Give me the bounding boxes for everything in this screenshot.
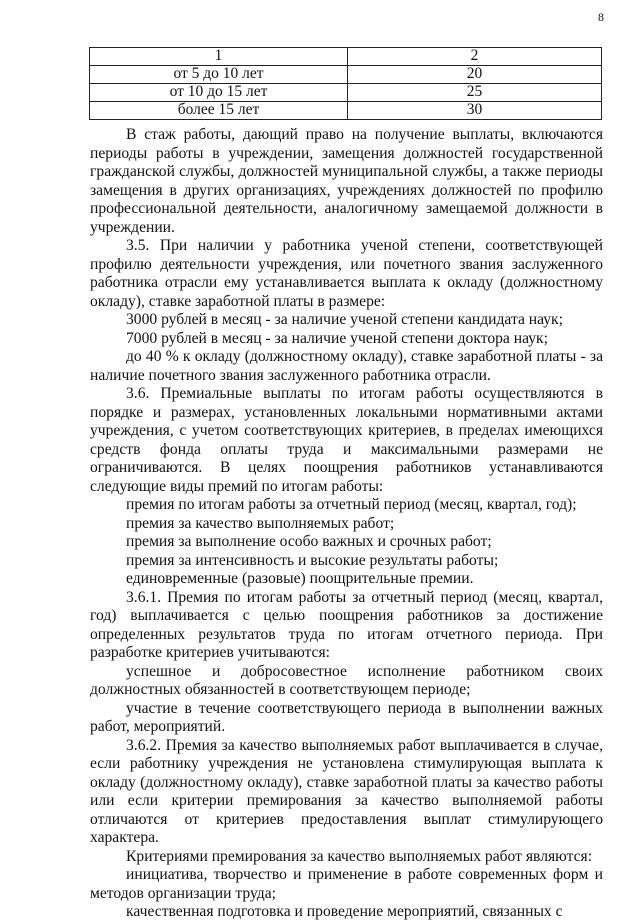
paragraph: качественная подготовка и проведение мероприятий, связанных с [126,903,563,920]
table-header-cell: 1 [90,48,348,66]
seniority-table [89,47,602,120]
paragraph: до 40 % к окладу (должностному окладу), ставке заработной платы - за наличие почетного звания заслуженного работника отрасли. [90,348,603,384]
paragraph: 3000 рублей в месяц - за наличие ученой степени кандидата наук; [126,311,563,328]
table-cell-value: 25 [348,84,602,102]
paragraph: В стаж работы, дающий право на получение выплаты, включаются периоды работы в учреждении, замещения должностей государственной гражданской службы, должностей муниципальной службы, а также периоды замещения в других организациях, учреждениях должностей по профилю профессиональной деятельности, аналогичному замещаемой должности в учреждении. [90,126,603,236]
list-item: премия за интенсивность и высокие результаты работы; [126,551,499,569]
table-cell-value: 20 [348,66,602,84]
paragraph: 3.5. При наличии у работника ученой степени, соответствующей профилю деятельности учреждения, или почетного звания заслуженного работника отрасли ему устанавливается выплата к окладу (должностному окладу), ставке заработной платы в размере: [90,237,603,310]
paragraph: участие в течение соответствующего периода в выполнении важных работ, мероприятий. [90,699,603,735]
table-header-row [90,48,602,66]
list-item: премия по итогам работы за отчетный период (месяц, квартал, год); [126,496,577,513]
table-cell-period: более 15 лет [90,102,348,120]
table-row [90,84,602,102]
paragraph: успешное и добросовестное исполнение работником своих должностных обязанностей в соответствующем периоде; [90,662,603,698]
paragraph: Критериями премирования за качество выполняемых работ являются: [126,847,593,865]
list-item: единовременные (разовые) поощрительные премии. [126,570,474,587]
paragraph: 7000 рублей в месяц - за наличие ученой степени доктора наук; [126,329,548,347]
body-text [90,126,603,922]
table-cell-period: от 10 до 15 лет [90,84,348,102]
paragraph: 3.6. Премиальные выплаты по итогам работы осуществляются в порядке и размерах, установленных локальными нормативными актами учреждения, с учетом соответствующих критериев, в пределах имеющихся средств фонда оплаты труда и максимальными размерами не ограничиваются. В целях поощрения работников устанавливаются следующие виды премий по итогам работы: [90,385,603,495]
paragraph: 3.6.1. Премия по итогам работы за отчетный период (месяц, квартал, год) выплачивается с целью поощрения работников за достижение определенных результатов труда по итогам отчетного периода. При разработке критериев учитываются: [90,588,603,661]
paragraph: инициатива, творчество и применение в работе современных форм и методов организации труда; [90,866,603,902]
list-item: премия за выполнение особо важных и срочных работ; [126,533,492,550]
table-row [90,66,602,84]
table-cell-value: 30 [348,102,602,120]
table-header-cell: 2 [348,48,602,66]
paragraph: 3.6.2. Премия за качество выполняемых работ выплачивается в случае, если работнику учреждения не установлена стимулирующая выплата к окладу (должностному окладу), ставке заработной платы за качество работы или если критерии премирования за качество выполняемой работы отличаются от критериев предоставления выплат стимулирующего характера. [90,736,603,846]
page-number: 8 [598,10,604,24]
list-item: премия за качество выполняемых работ; [126,514,395,532]
table-row [90,102,602,120]
table-cell-period: от 5 до 10 лет [90,66,348,84]
